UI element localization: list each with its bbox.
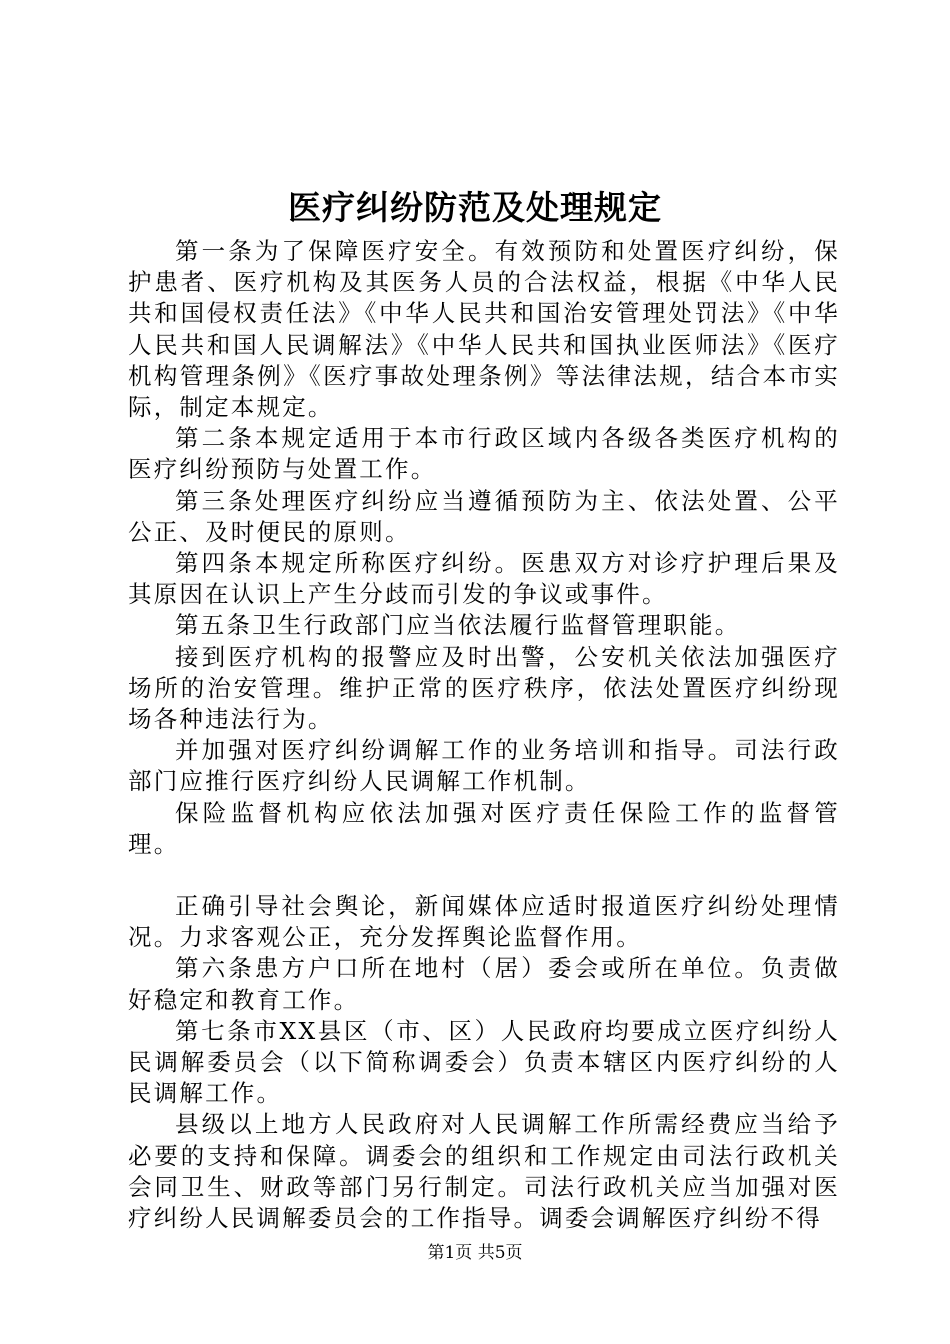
paragraph-article-6: 第六条患方户口所在地村（居）委会或所在单位。负责做好稳定和教育工作。: [128, 954, 840, 1014]
document-title: 医疗纠纷防范及处理规定: [288, 188, 662, 227]
paragraph-judicial-duty: 并加强对医疗纠纷调解工作的业务培训和指导。司法行政部门应推行医疗纠纷人民调解工作机制。: [128, 736, 840, 796]
paragraph-article-7: 第七条市XX县区（市、区）人民政府均要成立医疗纠纷人民调解委员会（以下简称调委会）负责本辖区内医疗纠纷的人民调解工作。: [128, 1016, 840, 1108]
paragraph-article-1: 第一条为了保障医疗安全。有效预防和处置医疗纠纷，保护患者、医疗机构及其医务人员的合法权益，根据《中华人民共和国侵权责任法》《中华人民共和国治安管理处罚法》《中华人民共和国人民调解法》《中华人民共和国执业医师法》《医疗机构管理条例》《医疗事故处理条例》等法律法规，结合本市实际，制定本规定。: [128, 237, 840, 422]
paragraph-article-4: 第四条本规定所称医疗纠纷。医患双方对诊疗护理后果及其原因在认识上产生分歧而引发的争议或事件。: [128, 549, 840, 609]
document-body: [128, 236, 840, 1234]
paragraph-funding: 县级以上地方人民政府对人民调解工作所需经费应当给予必要的支持和保障。调委会的组织和工作规定由司法行政机关会同卫生、财政等部门另行制定。司法行政机关应当加强对医疗纠纷人民调解委员会的工作指导。调委会调解医疗纠纷不得: [128, 1110, 840, 1233]
paragraph-insurance-duty: 保险监督机构应依法加强对医疗责任保险工作的监督管理。: [128, 798, 840, 858]
paragraph-media-duty: 正确引导社会舆论，新闻媒体应适时报道医疗纠纷处理情况。力求客观公正，充分发挥舆论监督作用。: [128, 892, 840, 952]
page-number-footer: 第1页 共5页: [427, 1243, 523, 1263]
paragraph-article-5: 第五条卫生行政部门应当依法履行监督管理职能。: [175, 611, 741, 640]
paragraph-article-2: 第二条本规定适用于本市行政区域内各级各类医疗机构的医疗纠纷预防与处置工作。: [128, 424, 840, 484]
paragraph-police-duty: 接到医疗机构的报警应及时出警，公安机关依法加强医疗场所的治安管理。维护正常的医疗秩序，依法处置医疗纠纷现场各种违法行为。: [128, 642, 840, 734]
paragraph-article-3: 第三条处理医疗纠纷应当遵循预防为主、依法处置、公平公正、及时便民的原则。: [128, 486, 840, 546]
